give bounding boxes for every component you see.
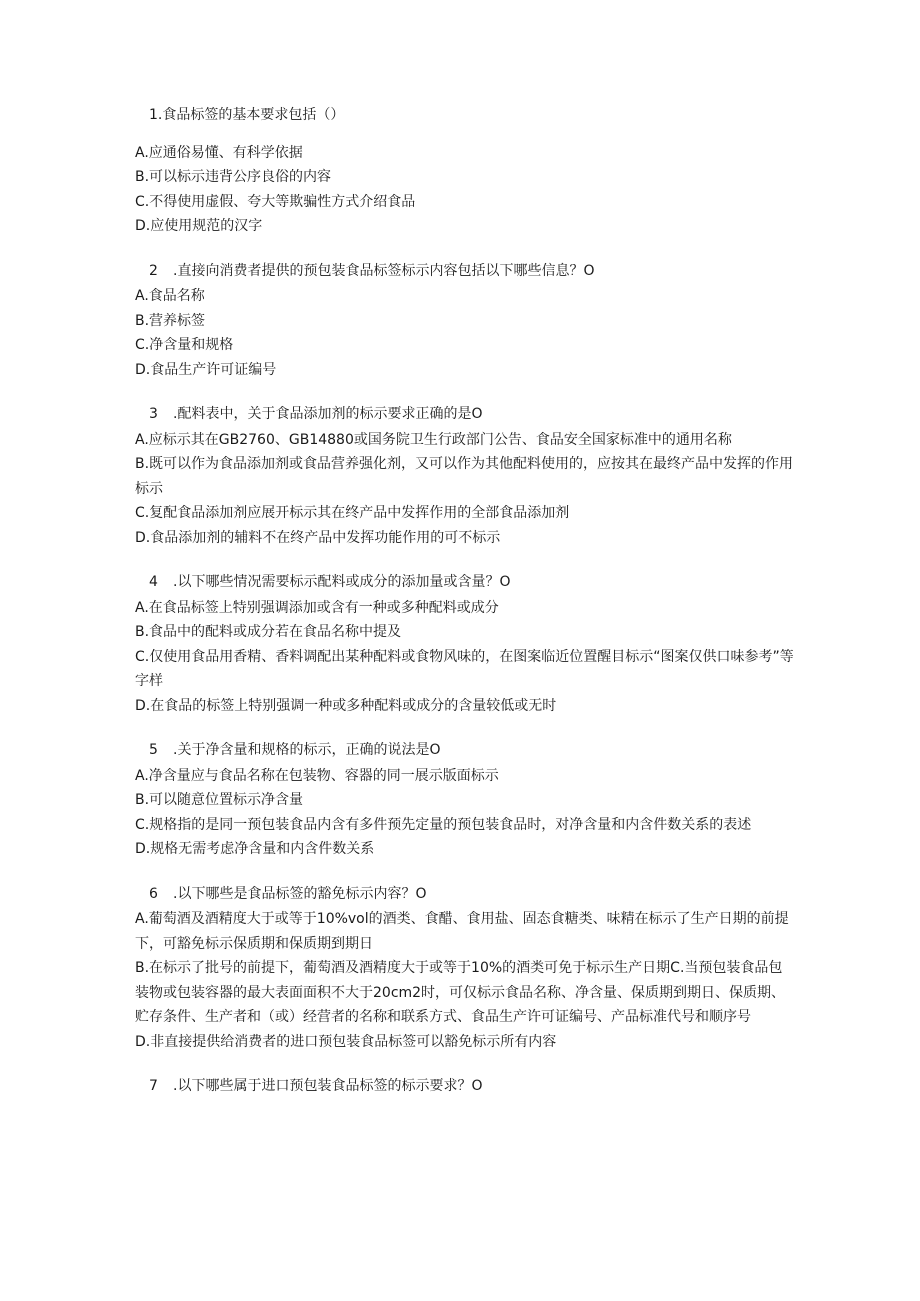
question-title	[135, 738, 795, 763]
question-title	[135, 570, 795, 595]
option-d: D.在食品的标签上特别强调一种或多种配料或成分的含量较低或无时	[135, 697, 557, 714]
option-c: C.复配食品添加剂应展开标示其在终产品中发挥作用的全部食品添加剂	[135, 505, 570, 521]
option-a: A.应标示其在GB2760、GB14880或国务院卫生行政部门公告、食品安全国家标准中的通用名称	[135, 431, 732, 448]
question-number: 2	[149, 262, 158, 279]
option-a: A.在食品标签上特别强调添加或含有一种或多种配料或成分	[135, 599, 499, 616]
question-number: 5	[149, 742, 158, 758]
question-number: 6	[149, 885, 158, 902]
question-text: .关于净含量和规格的标示，正确的说法是O	[173, 742, 441, 758]
option-a: A.食品名称	[135, 288, 205, 304]
question-5	[135, 738, 795, 862]
question-number: 3	[149, 406, 158, 422]
question-text: .直接向消费者提供的预包装食品标签标示内容包括以下哪些信息？O	[173, 262, 595, 279]
option-b: B.可以标示违背公序良俗的内容	[135, 169, 332, 185]
option-d: D.非直接提供给消费者的进口预包装食品标签可以豁免标示所有内容	[135, 1033, 557, 1050]
question-title	[135, 259, 795, 284]
option-c: C.净含量和规格	[135, 337, 234, 353]
question-7	[135, 1074, 795, 1099]
question-number: 4	[149, 574, 158, 590]
question-3	[135, 402, 795, 550]
question-title	[135, 1074, 795, 1099]
question-title	[135, 103, 795, 128]
option-b: B.可以随意位置标示净含量	[135, 792, 304, 808]
option-d: D.食品添加剂的辅料不在终产品中发挥功能作用的可不标示	[135, 529, 501, 546]
option-a: A.净含量应与食品名称在包装物、容器的同一展示版面标示	[135, 767, 499, 784]
question-1	[135, 103, 795, 239]
question-text: .配料表中，关于食品添加剂的标示要求正确的是O	[173, 406, 483, 422]
option-d: D.食品生产许可证编号	[135, 361, 277, 378]
question-6	[135, 882, 795, 1055]
question-title	[135, 402, 795, 427]
question-text: .以下哪些是食品标签的豁免标示内容？O	[173, 885, 427, 902]
option-b: B.食品中的配料或成分若在食品名称中提及	[135, 624, 402, 640]
option-b: B.营养标签	[135, 312, 206, 329]
question-text: 食品标签的基本要求包括（）	[162, 107, 345, 123]
option-a: A.应通俗易懂、有科学依据	[135, 144, 303, 161]
question-2	[135, 259, 795, 383]
option-d: D.应使用规范的汉字	[135, 218, 263, 234]
option-c: C.仅使用食品用香精、香料调配出某种配料或食物风味的，在图案临近位置醒目标示“图案仅供口味参考”等字样	[135, 648, 794, 689]
option-a: A.葡萄酒及酒精度大于或等于10%vol的酒类、食醋、食用盐、固态食糖类、味精在标示了生产日期的前提下，可豁免标示保质期和保质期到期日	[135, 911, 789, 952]
question-number: 7	[149, 1078, 158, 1094]
question-number: 1.	[149, 107, 163, 123]
question-4	[135, 570, 795, 718]
document-page	[135, 103, 795, 1119]
question-text: .以下哪些属于进口预包装食品标签的标示要求？O	[173, 1078, 483, 1094]
option-c: C.不得使用虚假、夸大等欺骗性方式介绍食品	[135, 193, 416, 210]
option-d: D.规格无需考虑净含量和内含件数关系	[135, 841, 375, 857]
option-b-c: B.在标示了批号的前提下，葡萄酒及酒精度大于或等于10%的酒类可免于标示生产日期C.当预包装食品包装物或包装容器的最大表面面积不大于20cm2时，可仅标示食品名称、净含量、保质期到期日、保质期、贮存条件、生产者和（或）经营者的名称和联系方式、食品生产许可证编号、产品标准代号和顺序号	[135, 960, 786, 1025]
option-b: B.既可以作为食品添加剂或食品营养强化剂，又可以作为其他配料使用的，应按其在最终产品中发挥的作用标示	[135, 456, 794, 497]
option-c: C.规格指的是同一预包装食品内含有多件预先定量的预包装食品时，对净含量和内含件数关系的表述	[135, 816, 752, 833]
question-text: .以下哪些情况需要标示配料或成分的添加量或含量？O	[173, 574, 511, 590]
question-title	[135, 882, 795, 907]
